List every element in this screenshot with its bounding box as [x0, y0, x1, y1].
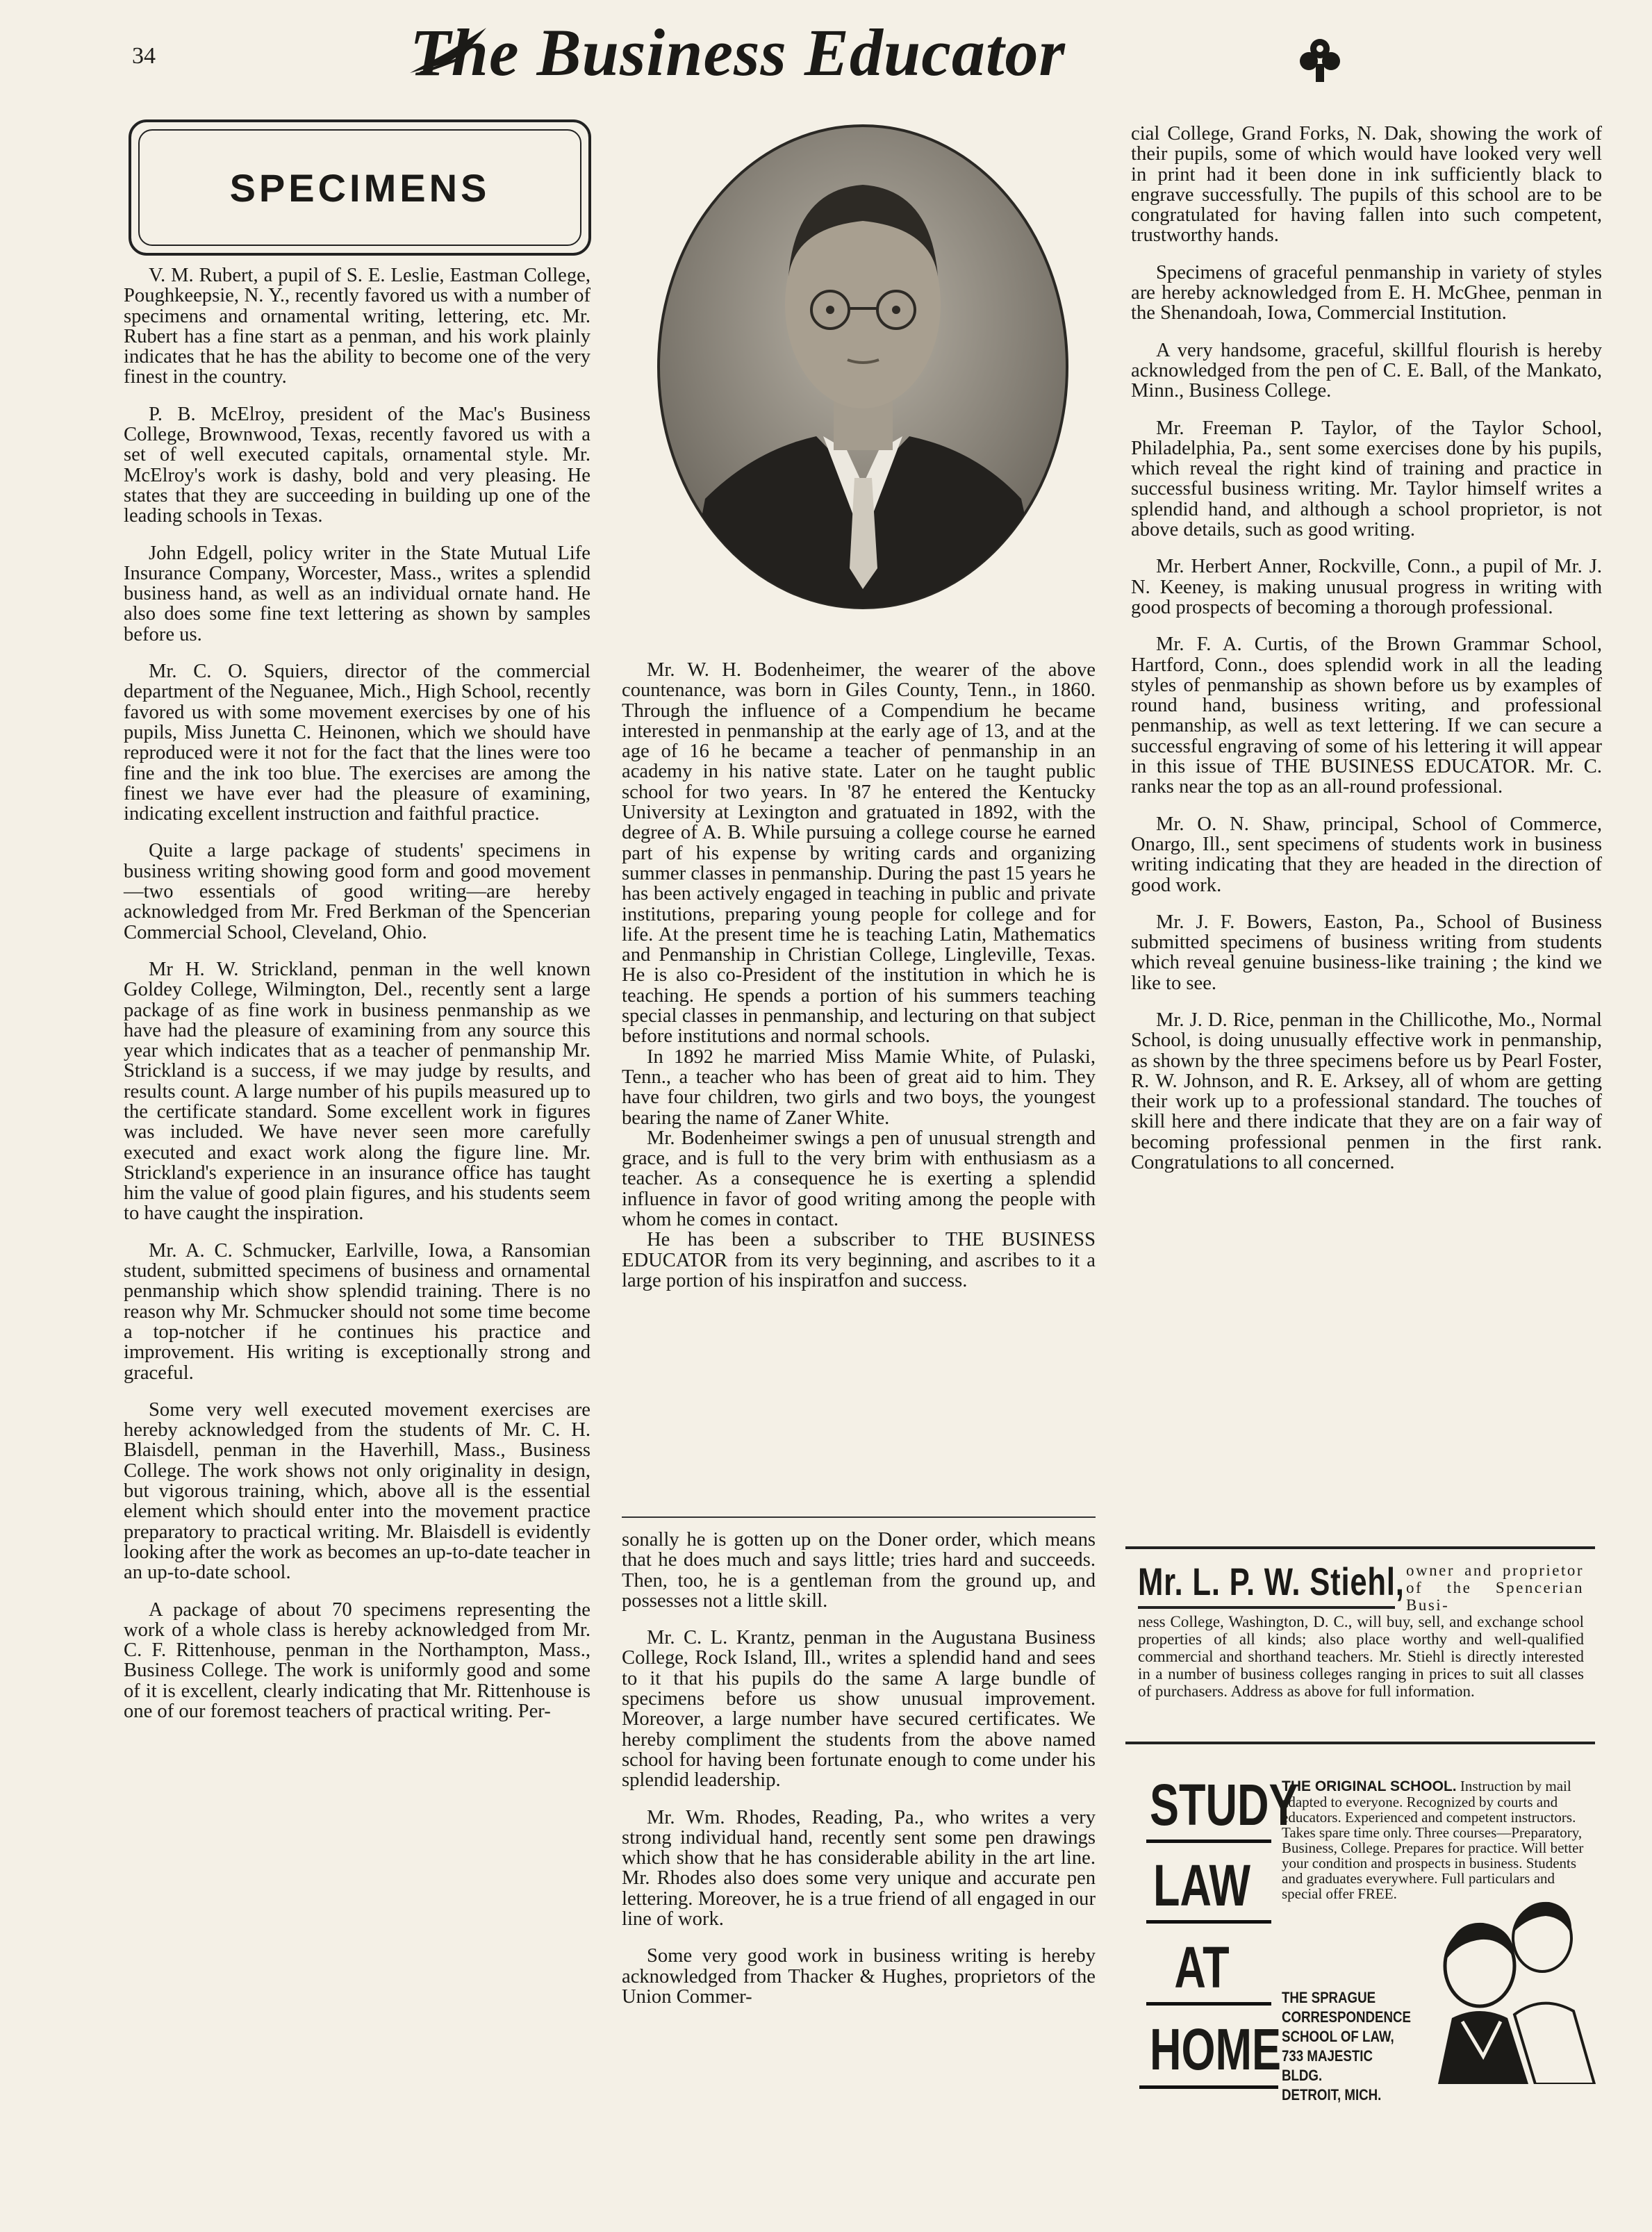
paragraph: V. M. Rubert, a pupil of S. E. Leslie, Eastman College, Poughkeepsie, N. Y., recently favored us with a number of specimens and ornamental writing, lettering, etc. Mr. Rubert has a fine start as a penman, and his work plainly indicates that he has the ability to become one of the very finest in the country. — [124, 265, 590, 388]
ad-word-study: STUDY — [1150, 1772, 1298, 1837]
paragraph: Some very well executed movement exercises are hereby acknowledged from the students of Mr. C. H. Blaisdell, penman in the Haverhill, Mass., Business College. The work shows not only originality in design, but vigorous training, which, above all is the essential element which should enter into the movement practice preparatory to practical writing. Mr. Blaisdell is evidently looking after the work as becomes an up-to-date teacher in an up-to-date school. — [124, 1398, 590, 1584]
divider — [1139, 2085, 1278, 2089]
sprague-body: Instruction by mail adapted to everyone. Recognized by courts and educators. Experienced and competent instructors. Takes spare time only. Three courses—Preparatory, Business, College. Prepares for practice. Will better your condition and prospects in business. Students and graduates everywhere. Full particulars and special offer FREE. — [1282, 1778, 1584, 1902]
address-line: SCHOOL OF LAW, — [1282, 2028, 1394, 2045]
paragraph: In 1892 he married Miss Mamie White, of Pulaski, Tenn., a teacher who has been of great aid to him. They have four children, two girls and two boys, the youngest bearing the name of Zaner White. — [622, 1045, 1096, 1129]
paragraph: Mr. Freeman P. Taylor, of the Taylor School, Philadelphia, Pa., sent some exercises done by his pupils, which reveal the right kind of training and practice in successful business writing. Mr. Taylor himself writes a splendid hand, and although a school proprietor, is not above details, such as good writing. — [1131, 417, 1602, 541]
specimens-header-box — [129, 119, 591, 256]
specimens-title: SPECIMENS — [229, 165, 490, 210]
paragraph: Mr H. W. Strickland, penman in the well known Goldey College, Wilmington, Del., recently sent a large package of as fine work in business penmanship as we have had the pleasure of examining from any source this year which indicates that as a teacher of penmanship Mr. Strickland is a success, if we may judge by results, and results count. A large number of his pupils measured up to the certificate standard. Some excellent work in figures was included. We have never seen more carefully executed and exact work along the figure line. Mr. Strickland's experience in an insurance office has taught him the value of good plain figures, and his students seem to have caught the inspiration. — [124, 958, 590, 1225]
paragraph: Mr. Wm. Rhodes, Reading, Pa., who writes a very strong individual hand, recently sent some pen drawings which show that he has considerable ability in the art line. Mr. Rhodes also does some very unique and accurate pen lettering. Moreover, he is a true friend of all engaged in our line of work. — [622, 1806, 1096, 1931]
column-divider — [622, 1516, 1096, 1518]
paragraph: A very handsome, graceful, skillful flourish is hereby acknowledged from the pen of C. E. Ball, of the Mankato, Minn., Business College. — [1131, 339, 1602, 402]
paragraph: Mr. Herbert Anner, Rockville, Conn., a pupil of Mr. J. N. Keeney, is making unusual progress in writing with good prospects of becoming a thorough professional. — [1131, 556, 1602, 618]
column-left — [124, 265, 590, 1721]
sprague-address — [1282, 1988, 1412, 2105]
paragraph: sonally he is gotten up on the Doner order, which means that he does much and says little; tries hard and succeeds. Then, too, he is a gentleman from the ground up, and possesses not a little skill. — [622, 1529, 1096, 1612]
divider — [1146, 1920, 1271, 1924]
address-line: THE SPRAGUE — [1282, 1989, 1376, 2006]
page-number: 34 — [132, 43, 156, 69]
paragraph: Mr. J. F. Bowers, Easton, Pa., School of Business submitted specimens of business writing from students which reveal genuine business-like training ; the kind we like to see. — [1131, 911, 1602, 994]
paragraph: Mr. J. D. Rice, penman in the Chillicothe, Mo., Normal School, is doing unusually effective work in penmanship, as shown by the three specimens before us by Pearl Foster, R. W. Johnson, and R. E. Arksey, all of whom are getting their work up to a professional standard. The touches of skill here and there indicate that they are on a fair way of becoming professional penmen in the first rank. Congratulations to all concerned. — [1131, 1009, 1602, 1174]
address-line: 733 MAJESTIC BLDG. — [1282, 2047, 1373, 2084]
masthead-title: The Business Educator — [410, 15, 1066, 90]
sprague-ad-text — [1282, 1778, 1587, 1901]
paragraph: Mr. F. A. Curtis, of the Brown Grammar School, Hartford, Conn., does splendid work in all the leading styles of penmanship as shown before us by examples of round hand, business writing, and professional penmanship, as well as text lettering. If we can secure a successful engraving of some of his lettering it will appear in this issue of THE BUSINESS EDUCATOR. Mr. C. ranks near the top as an all-round professional. — [1131, 634, 1602, 798]
portrait-photo — [656, 124, 1070, 610]
ad-word-law: LAW — [1153, 1853, 1250, 1918]
paragraph: Specimens of graceful penmanship in variety of styles are hereby acknowledged from E. H. McGhee, penman in the Shenandoah, Iowa, Commercial Institution. — [1131, 261, 1602, 324]
paragraph: P. B. McElroy, president of the Mac's Business College, Brownwood, Texas, recently favored us with a set of well executed capitals, ornamental style. Mr. McElroy's work is dashy, bold and very pleasing. He states that they are succeeding in building up one of the leading schools in Texas. — [124, 403, 590, 527]
column-middle-continued — [622, 1530, 1096, 2007]
column-middle-bio — [622, 660, 1096, 1291]
stiehl-text-bottom: ness College, Washington, D. C., will buy, sell, and exchange school properties of all kinds; also place worthy and well-qualified commercial and shorthand teachers. Mr. Stiehl is directly interested in a number of business colleges ranging in prices to suit all classes of purchasers. Address as above for full information. — [1138, 1613, 1584, 1700]
divider — [1146, 2002, 1271, 2006]
paragraph: cial College, Grand Forks, N. Dak, showing the work of their pupils, some of which would have looked very well in print had it been done in ink sufficiently black to engrave successfully. The pupils of this school are to be congratulated for having fallen into such competent, trustworthy hands. — [1131, 123, 1602, 247]
stiehl-text-right: owner and proprietor of the Spencerian Busi- — [1406, 1562, 1584, 1614]
address-line: DETROIT, MICH. — [1282, 2086, 1382, 2103]
student-illustration — [1424, 1890, 1598, 2084]
address-line: CORRESPONDENCE — [1282, 2008, 1411, 2026]
stiehl-name: Mr. L. P. W. Stiehl, — [1138, 1560, 1405, 1603]
paragraph: Mr. C. L. Krantz, penman in the Augustana Business College, Rock Island, Ill., writes a splendid hand and sees to it that his pupils do the same A large bundle of specimens before us show unusual improvement. Moreover, a large number have secured certificates. We hereby compliment the students from the above named school for having been fortunate enough to come under his splendid leadership. — [622, 1627, 1096, 1792]
paragraph: John Edgell, policy writer in the State Mutual Life Insurance Company, Worcester, Mass., writes a splendid business hand, as well as an individual ornate hand. He also does some fine text lettering as shown by samples before us. — [124, 542, 590, 645]
paragraph: Mr. O. N. Shaw, principal, School of Commerce, Onargo, Ill., sent specimens of students work in business writing indicating that they are headed in the direction of good work. — [1131, 813, 1602, 896]
paragraph: Mr. Bodenheimer swings a pen of unusual strength and grace, and is full to the very brim with enthusiasm as a teacher. As a consequence he is exerting a splendid influence in favor of good writing among the people with whom he comes in contact. — [622, 1127, 1096, 1231]
paragraph: Some very good work in business writing is hereby acknowledged from Thacker & Hughes, proprietors of the Union Commer- — [622, 1945, 1096, 2008]
emblem-icon — [1292, 29, 1348, 85]
ad-word-at: AT — [1174, 1935, 1230, 2000]
divider — [1138, 1606, 1395, 1609]
paragraph: Mr. C. O. Squiers, director of the commercial department of the Neguanee, Mich., High School, recently favored us with some movement exercises by one of his pupils, Miss Junetta C. Heinonen, which we should have reproduced were it not for the fact that the lines were too fine and the ink too blue. The exercises are among the finest we have ever had the pleasure of examining, indicating excellent instruction and faithful practice. — [124, 661, 590, 825]
paragraph: Mr. W. H. Bodenheimer, the wearer of the above countenance, was born in Giles County, Tenn., in 1860. Through the influence of a Compendium he became interested in penmanship at the early age of 13, and at the age of 16 he became a teacher of penmanship in an academy in his native state. Later on he taught public school for two years. In '87 he entered the Kentucky University at Lexington and gratuated in 1892, with the degree of A. B. While pursuing a college course he earned part of his expense by writing cards and organizing summer classes in penmanship. During the past 15 years he has been actively engaged in teaching in public and private institutions, preparing young people for college and for life. At the present time he is teaching Latin, Mathematics and Penmanship in Christian College, Lingleville, Texas. He is also co-President of the institution in which he is teaching. He spends a portion of his summers teaching special classes in penmanship, and lecturing on that subject before institutions and normal schools. — [622, 659, 1096, 1048]
paragraph: A package of about 70 specimens representing the work of a whole class is hereby acknowledged from Mr. C. F. Rittenhouse, penman in the Northampton, Mass., Business College. The work is uniformly good and some of it is excellent, clearly indicating that Mr. Rittenhouse is one of our foremost teachers of practical writing. Per- — [124, 1598, 590, 1722]
stiehl-advertisement — [1125, 1546, 1595, 1744]
paragraph: Mr. A. C. Schmucker, Earlville, Iowa, a Ransomian student, submitted specimens of business and ornamental penmanship which show splendid training. There is no reason why Mr. Schmucker should not some time become a top-notcher if he continues his practice and improvement. His writing is exceptionally strong and graceful. — [124, 1239, 590, 1384]
sprague-lead: THE ORIGINAL SCHOOL. — [1282, 1778, 1457, 1794]
paragraph: Quite a large package of students' specimens in business writing showing good form and good movement—two essentials of good writing—are hereby acknowledged from Mr. Fred Berkman of the Spencerian Commercial School, Cleveland, Ohio. — [124, 840, 590, 943]
column-right — [1131, 124, 1602, 1173]
ad-word-home: HOME — [1150, 2017, 1281, 2082]
paragraph: He has been a subscriber to THE BUSINESS EDUCATOR from its very beginning, and ascribes to it a large portion of his inspiratfon and success. — [622, 1229, 1096, 1291]
divider — [1146, 1840, 1271, 1843]
